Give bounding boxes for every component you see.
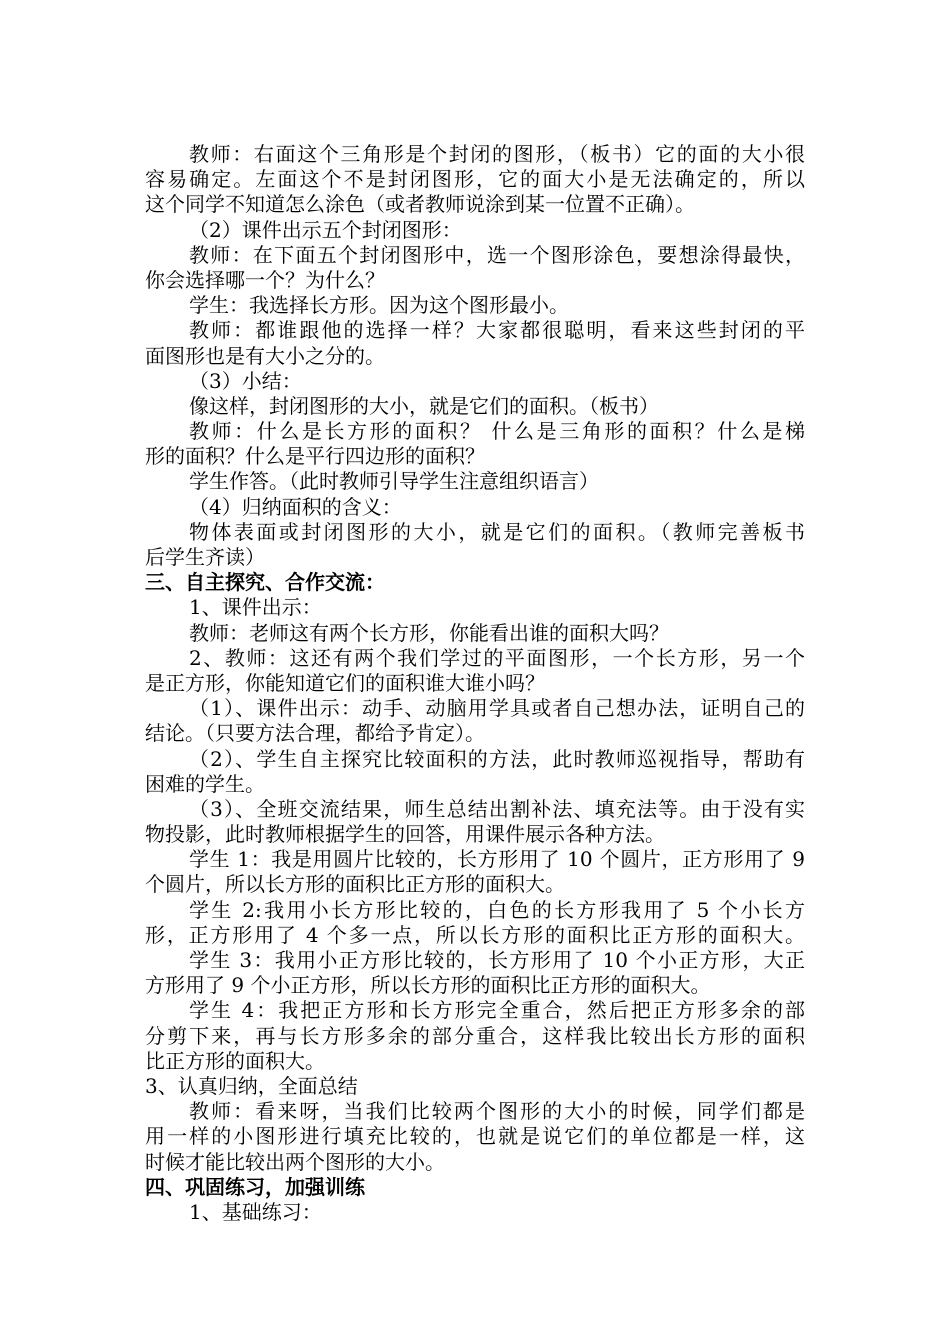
text-line: 形，正方形用了 4 个多一点，所以长方形的面积比正方形的面积大。	[145, 922, 805, 947]
text-line: 教师：在下面五个封闭图形中，选一个图形涂色，要想涂得最快，	[189, 242, 805, 267]
text-line: 教师：右面这个三角形是个封闭的图形，（板书）它的面的大小很	[189, 142, 805, 166]
text-line: 方形用了 9 个小正方形，所以长方形的面积比正方形的面积大。	[145, 973, 711, 998]
text-line: 是正方形，你能知道它们的面积谁大谁小吗？	[145, 670, 545, 695]
text-line: 学生 4：我把正方形和长方形完全重合，然后把正方形多余的部	[189, 998, 805, 1023]
text-line: 时候才能比较出两个图形的大小。	[145, 1149, 445, 1174]
text-line: 学生作答。（此时教师引导学生注意组织语言）	[189, 469, 599, 494]
text-line: 教师：都谁跟他的选择一样？大家都很聪明，看来这些封闭的平	[189, 318, 805, 343]
text-line: 教师：看来呀，当我们比较两个图形的大小的时候，同学们都是	[189, 1099, 805, 1124]
text-line: 后学生齐读）	[145, 545, 265, 569]
text-line: （4）归纳面积的含义：	[189, 494, 402, 519]
text-line: 像这样，封闭图形的大小，就是它们的面积。（板书）	[189, 393, 659, 418]
text-line: （1）、课件出示：动手、动脑用学具或者自己想办法，证明自己的	[189, 696, 805, 721]
text-line: 物体表面或封闭图形的大小，就是它们的面积。（教师完善板书	[189, 519, 805, 544]
text-line: 学生 3：我用小正方形比较的，长方形用了 10 个小正方形，大正	[189, 948, 805, 972]
text-line: （3）、全班交流结果，师生总结出割补法、填充法等。由于没有实	[189, 796, 805, 821]
text-line: （2）、学生自主探究比较面积的方法，此时教师巡视指导，帮助有	[189, 746, 805, 771]
text-line: 分剪下来，再与长方形多余的部分重合，这样我比较出长方形的面积	[145, 1023, 805, 1048]
text-line: 2、教师：这还有两个我们学过的平面图形，一个长方形，另一个	[189, 645, 805, 670]
text-line: 用一样的小图形进行填充比较的，也就是说它们的单位都是一样，这	[145, 1124, 805, 1149]
text-line: 你会选择哪一个？为什么？	[145, 267, 385, 292]
text-line: 困难的学生。	[145, 771, 265, 796]
section-heading: 四、巩固练习，加强训练	[145, 1174, 365, 1199]
text-line: 比正方形的面积大。	[145, 1048, 325, 1073]
text-line: 这个同学不知道怎么涂色（或者教师说涂到某一位置不正确）。	[145, 192, 695, 217]
text-line: 1、基础练习：	[189, 1199, 322, 1224]
text-line: 学生：我选择长方形。因为这个图形最小。	[189, 293, 569, 318]
text-line: 容易确定。左面这个不是封闭图形，它的面大小是无法确定的，所以	[145, 167, 805, 192]
text-line: 学生 1：我是用圆片比较的，长方形用了 10 个圆片，正方形用了 9	[189, 847, 805, 872]
text-line: 教师：老师这有两个长方形，你能看出谁的面积大吗？	[189, 620, 669, 645]
text-line: 形的面积？什么是平行四边形的面积？	[145, 444, 485, 469]
text-line: （2）课件出示五个封闭图形：	[189, 217, 462, 242]
text-line: 教师：什么是长方形的面积？ 什么是三角形的面积？什么是梯	[189, 419, 805, 444]
text-line: 物投影，此时教师根据学生的回答，用课件展示各种方法。	[145, 822, 665, 847]
text-line: 个圆片，所以长方形的面积比正方形的面积大。	[145, 872, 565, 897]
text-line: 面图形也是有大小之分的。	[145, 343, 385, 368]
text-line: 学生 2:我用小长方形比较的，白色的长方形我用了 5 个小长方	[189, 897, 805, 922]
text-line: 1、课件出示：	[189, 595, 322, 620]
text-line: 结论。（只要方法合理，都给予肯定）。	[145, 721, 485, 746]
lesson-plan-body	[145, 142, 805, 1225]
section-heading: 三、自主探究、合作交流：	[145, 570, 385, 595]
text-line: （3）小结：	[189, 368, 302, 393]
text-line: 3、认真归纳，全面总结	[145, 1073, 358, 1098]
